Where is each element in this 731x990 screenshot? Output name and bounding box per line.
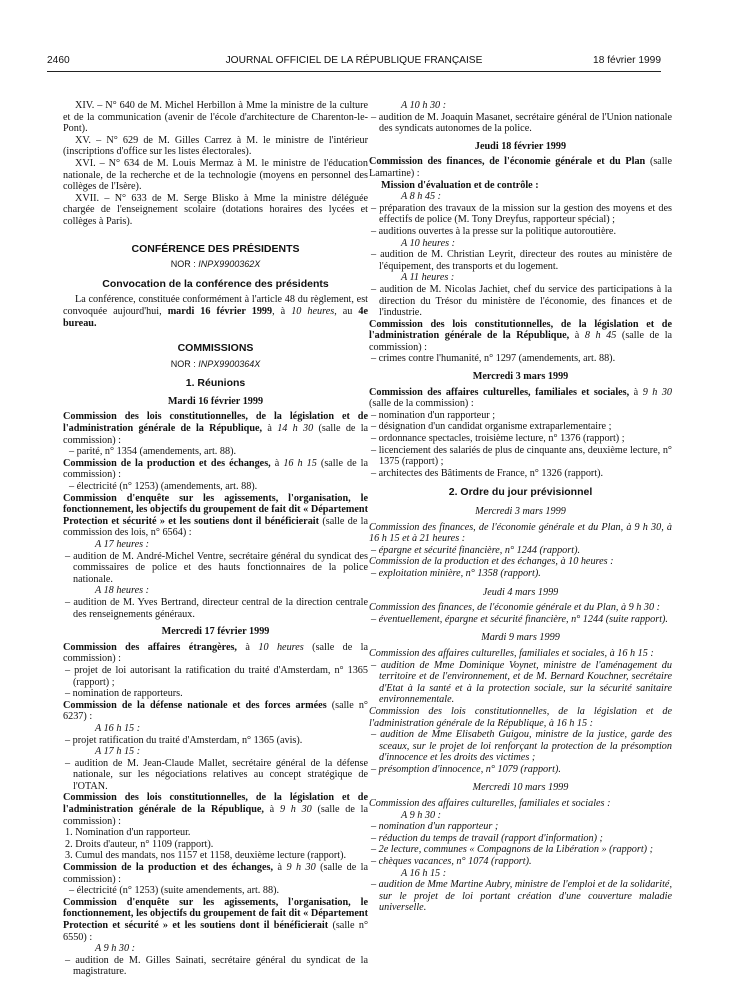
commission-entry: Commission des finances, de l'économie générale et du Plan, à 9 h 30 : xyxy=(369,602,661,614)
issue-date: 18 février 1999 xyxy=(593,55,661,66)
agenda-item: – audition de Mme Elisabeth Guigou, ministre de la justice, garde des sceaux, sur le projet de loi renforçant la protection de la présomption d'innocence et les droits des victimes ; xyxy=(371,729,672,764)
right-column xyxy=(369,100,672,914)
conv-d: 10 heures xyxy=(291,305,335,317)
agenda-item: – audition de M. Jean-Claude Mallet, secrétaire général de la défense nationale, sur les négociations relatives au concept stratégique de l'OTAN. xyxy=(65,757,368,792)
date-heading: Mercredi 10 mars 1999 xyxy=(472,782,569,794)
hour: 14 h 30 xyxy=(277,423,314,435)
commission-entry xyxy=(63,411,368,446)
agenda-item: – préparation des travaux de la mission sur la gestion des moyens et des effectifs de police (M. Tony Dreyfus, rapporteur spécial) ; xyxy=(371,202,672,226)
time-slot: A 16 h 15 : xyxy=(95,722,141,734)
mission-heading xyxy=(369,180,672,192)
at: à xyxy=(269,804,275,816)
question-xvi: XVI. – N° 634 de M. Louis Mermaz à M. le ministre de l'éducation nationale, de la recherche et de la technologie (moyens en personnel des collèges de l'Isère). xyxy=(63,157,368,193)
nor-code: INPX9900364X xyxy=(198,358,261,369)
at: à xyxy=(267,423,272,435)
agenda-item: – architectes des Bâtiments de France, n° 1326 (rapport). xyxy=(371,467,604,479)
time-slot: A 17 h 15 : xyxy=(95,746,141,758)
conv-a: La conférence, constituée conformément à l'article 48 du règlement, est convoquée aujourd'hui, xyxy=(63,294,368,317)
agenda-item: – présomption d'innocence, n° 1079 (rapport). xyxy=(371,763,561,775)
left-column xyxy=(63,100,368,978)
commission-name: Commission des finances, de l'économie générale et du Plan xyxy=(369,156,646,168)
agenda-item: – nomination de rapporteurs. xyxy=(65,688,183,700)
commission-entry xyxy=(369,387,672,410)
hour: 9 h 30 xyxy=(286,862,316,874)
at: à xyxy=(277,862,283,874)
commission-name: Commission des lois constitutionnelles, de la législation et de l'administration générale de la République, xyxy=(63,792,368,816)
nor-label: NOR : xyxy=(170,358,196,369)
agenda-item: – audition de M. Gilles Sainati, secrétaire général du syndicat de la magistrature. xyxy=(65,954,368,978)
at: à xyxy=(274,457,280,469)
commission-entry xyxy=(369,156,672,179)
commissions-nor xyxy=(63,359,368,371)
agenda-item: 2. Droits d'auteur, n° 1109 (rapport). xyxy=(65,838,214,850)
time-slot: A 16 h 15 : xyxy=(401,867,447,879)
hour: 16 h 15 xyxy=(283,457,317,469)
question-xv: XV. – N° 629 de M. Gilles Carrez à M. le ministre de l'intérieur (inscriptions d'office sur les listes électorales). xyxy=(63,134,368,158)
agenda-item: – audition de M. André-Michel Ventre, secrétaire général du syndicat des commissaires de police et des hauts fonctionnaires de la police nationale. xyxy=(65,550,368,585)
hour: 9 h 30 xyxy=(642,386,673,398)
page-header xyxy=(47,55,661,69)
agenda-item: 1. Nomination d'un rapporteur. xyxy=(65,827,191,839)
agenda-item: – audition de M. Joaquin Masanet, secrétaire général de l'Union nationale des syndicats autonomes de la police. xyxy=(371,111,672,135)
question-xvii: XVII. – N° 633 de M. Serge Blisko à Mme la ministre déléguée chargée de l'enseignement scolaire (dotations horaires des lycées et collèges à Paris). xyxy=(63,192,368,227)
commission-name: Commission des lois constitutionnelles, de la législation et de l'administration générale de la République, xyxy=(369,318,672,342)
conv-e: , au xyxy=(334,305,353,317)
conference-heading: CONFÉRENCE DES PRÉSIDENTS xyxy=(131,242,300,255)
at: à xyxy=(245,641,250,653)
commission-entry: Commission des affaires culturelles, familiales et sociales : xyxy=(369,798,611,810)
agenda-item: – 2e lecture, communes « Compagnons de la Libération » (rapport) ; xyxy=(371,844,654,856)
commission-name: Commission d'enquête sur les agissements, l'organisation, le fonctionnement, les objectifs du groupement de fait dit « Département Protection et sécurité » et les soutiens dont il bénéficierait xyxy=(63,492,368,527)
room: (salle de la commission) : xyxy=(63,457,369,481)
room: (salle de la commission) : xyxy=(369,330,673,353)
commission-name: Commission des affaires étrangères, xyxy=(63,641,237,653)
commission-entry xyxy=(63,458,368,481)
time-slot: A 9 h 30 : xyxy=(401,809,441,821)
nor-label: NOR : xyxy=(170,259,196,270)
room: (salle de la commission) : xyxy=(369,398,474,410)
agenda-item: – électricité (n° 1253) (suite amendements, art. 88). xyxy=(69,885,280,897)
agenda-item: – réduction du temps de travail (rapport d'information) ; xyxy=(371,832,603,844)
commission-name: Commission d'enquête sur les agissements, l'organisation, le fonctionnement, les objectifs du groupement de fait dit « Département Protection et sécurité » et les soutiens dont il bénéficierait xyxy=(63,896,368,931)
question-xiv: XIV. – N° 640 de M. Michel Herbillon à Mme la ministre de la culture et de la communication (avenir de l'école d'architecture de Charenton-le-Pont). xyxy=(63,100,368,135)
commissions-heading: COMMISSIONS xyxy=(177,342,254,355)
commission-entry: Commission des lois constitutionnelles, de la législation et de l'administration générale de la République, à 16 h 15 : xyxy=(369,705,672,729)
agenda-item: – nomination d'un rapporteur ; xyxy=(371,409,496,421)
room: (salle n° 6550) : xyxy=(63,920,369,943)
agenda-item: – audition de Mme Dominique Voynet, ministre de l'aménagement du territoire et de l'environnement, et de M. Bernard Kouchner, secrétaire d'Etat à la santé et à la protection sociale, sur la sécurité sanitaire environnementale. xyxy=(371,659,672,706)
conv-b: mardi 16 février 1999 xyxy=(167,305,273,317)
agenda-item: – exploitation minière, n° 1358 (rapport). xyxy=(371,567,541,579)
agenda-item: – audition de M. Yves Bertrand, directeur central de la direction centrale des renseignements généraux. xyxy=(65,596,368,620)
commission-entry xyxy=(63,700,368,723)
commission-name: Commission de la production et des échanges, xyxy=(63,862,274,874)
agenda-item: – ordonnance spectacles, troisième lecture, n° 1376 (rapport) ; xyxy=(371,433,625,445)
date-heading: Mercredi 3 mars 1999 xyxy=(475,506,566,517)
convocation-heading: Convocation de la conférence des présidents xyxy=(102,277,329,290)
conference-nor xyxy=(63,259,368,271)
agenda-item: – parité, n° 1354 (amendements, art. 88). xyxy=(69,446,237,458)
agenda-item: – auditions ouvertes à la presse sur la politique autoroutière. xyxy=(371,225,616,237)
hour: 8 h 45 xyxy=(584,330,617,342)
room: (salle de la commission) : xyxy=(63,862,369,885)
header-rule xyxy=(47,71,661,72)
room: (salle n° 6237) : xyxy=(63,699,368,723)
commission-name: Commission des affaires culturelles, familiales et sociales, xyxy=(369,386,630,398)
time-slot: A 10 heures : xyxy=(401,237,456,249)
commission-entry xyxy=(63,642,368,665)
date-heading: Mardi 16 février 1999 xyxy=(167,395,264,407)
agenda-item: – chèques vacances, n° 1074 (rapport). xyxy=(371,856,532,868)
date-heading: Jeudi 4 mars 1999 xyxy=(482,586,559,598)
convocation-text xyxy=(63,294,368,329)
commission-entry: Commission de la production et des échanges, à 10 heures : xyxy=(369,556,614,568)
date-heading: Mardi 9 mars 1999 xyxy=(481,632,560,644)
agenda-item: – épargne et sécurité financière, n° 1244 (rapport). xyxy=(371,544,581,556)
commission-name: Commission de la défense nationale et des forces armées xyxy=(63,699,327,711)
time-slot: A 9 h 30 : xyxy=(95,943,135,955)
room: (salle Lamartine) : xyxy=(369,156,673,179)
date-heading: Mercredi 3 mars 1999 xyxy=(472,371,569,383)
date-heading: Mercredi 17 février 1999 xyxy=(161,626,270,638)
agenda-item: – électricité (n° 1253) (amendements, art. 88). xyxy=(69,481,258,493)
commission-name: Commission des lois constitutionnelles, de la législation et de l'administration générale de la République, xyxy=(63,411,368,435)
commission-entry xyxy=(63,792,368,827)
page-number: 2460 xyxy=(47,55,70,66)
commission-entry xyxy=(63,862,368,885)
reunions-heading: 1. Réunions xyxy=(185,377,246,390)
agenda-item: – projet ratification du traité d'Amsterdam, n° 1365 (avis). xyxy=(65,734,303,746)
room: (salle de la commission des lois, n° 6564) : xyxy=(63,515,369,539)
commission-entry xyxy=(63,897,368,943)
agenda-item: – audition de M. Nicolas Jachiet, chef du service des participations à la direction du Trésor du ministère de l'économie, des finances et de l'industrie. xyxy=(371,283,672,319)
agenda-item: – éventuellement, épargne et sécurité financière, n° 1244 (suite rapport). xyxy=(371,613,668,625)
time-slot: A 10 h 30 : xyxy=(401,100,447,111)
time-slot: A 11 heures : xyxy=(401,272,455,284)
agenda-item: – audition de M. Christian Leyrit, directeur des routes au ministère de l'équipement, des transports et du logement. xyxy=(371,249,672,272)
nor-code: INPX9900362X xyxy=(198,259,261,270)
hour: 9 h 30 xyxy=(279,804,312,816)
hour: 10 heures xyxy=(258,641,304,653)
commission-entry xyxy=(63,493,368,539)
agenda-item: 3. Cumul des mandats, nos 1157 et 1158, deuxième lecture (rapport). xyxy=(65,850,347,862)
journal-title: JOURNAL OFFICIEL DE LA RÉPUBLIQUE FRANÇAISE xyxy=(225,55,483,66)
agenda-item: – crimes contre l'humanité, n° 1297 (amendements, art. 88). xyxy=(371,353,616,365)
room: (salle de la commission) : xyxy=(63,423,369,446)
agenda-item: – nomination d'un rapporteur ; xyxy=(371,821,499,833)
commission-entry xyxy=(369,319,672,354)
ordre-du-jour-heading: 2. Ordre du jour prévisionnel xyxy=(448,486,593,499)
agenda-item: – licenciement des salariés de plus de cinquante ans, deuxième lecture, n° 1375 (rapport) ; xyxy=(371,444,672,468)
commission-name: Commission de la production et des échanges, xyxy=(63,457,271,469)
room: (salle de la commission) : xyxy=(63,641,369,665)
time-slot: A 8 h 45 : xyxy=(401,191,441,203)
agenda-item: – projet de loi autorisant la ratification du traité d'Amsterdam, n° 1365 (rapport) ; xyxy=(65,664,368,688)
commission-entry: Commission des finances, de l'économie générale et du Plan, à 9 h 30, à 16 h 15 et à 21 heures : xyxy=(369,521,672,545)
agenda-item: – audition de Mme Martine Aubry, ministre de l'emploi et de la solidarité, sur le projet de loi portant création d'une couverture maladie universelle. xyxy=(371,879,672,914)
time-slot: A 18 heures : xyxy=(95,585,150,597)
room: (salle de la commission) : xyxy=(63,804,369,827)
agenda-item: – désignation d'un candidat organisme extraparlementaire ; xyxy=(371,421,612,433)
time-slot: A 17 heures : xyxy=(95,539,150,550)
mission-name: Mission d'évaluation et de contrôle : xyxy=(381,179,539,191)
date-heading: Jeudi 18 février 1999 xyxy=(474,140,567,152)
conv-f: 4e bureau. xyxy=(63,305,368,329)
at: à xyxy=(633,386,639,398)
at: à xyxy=(574,330,580,342)
conv-c: , à xyxy=(272,305,286,317)
commission-entry: Commission des affaires culturelles, familiales et sociales, à 16 h 15 : xyxy=(369,647,654,659)
